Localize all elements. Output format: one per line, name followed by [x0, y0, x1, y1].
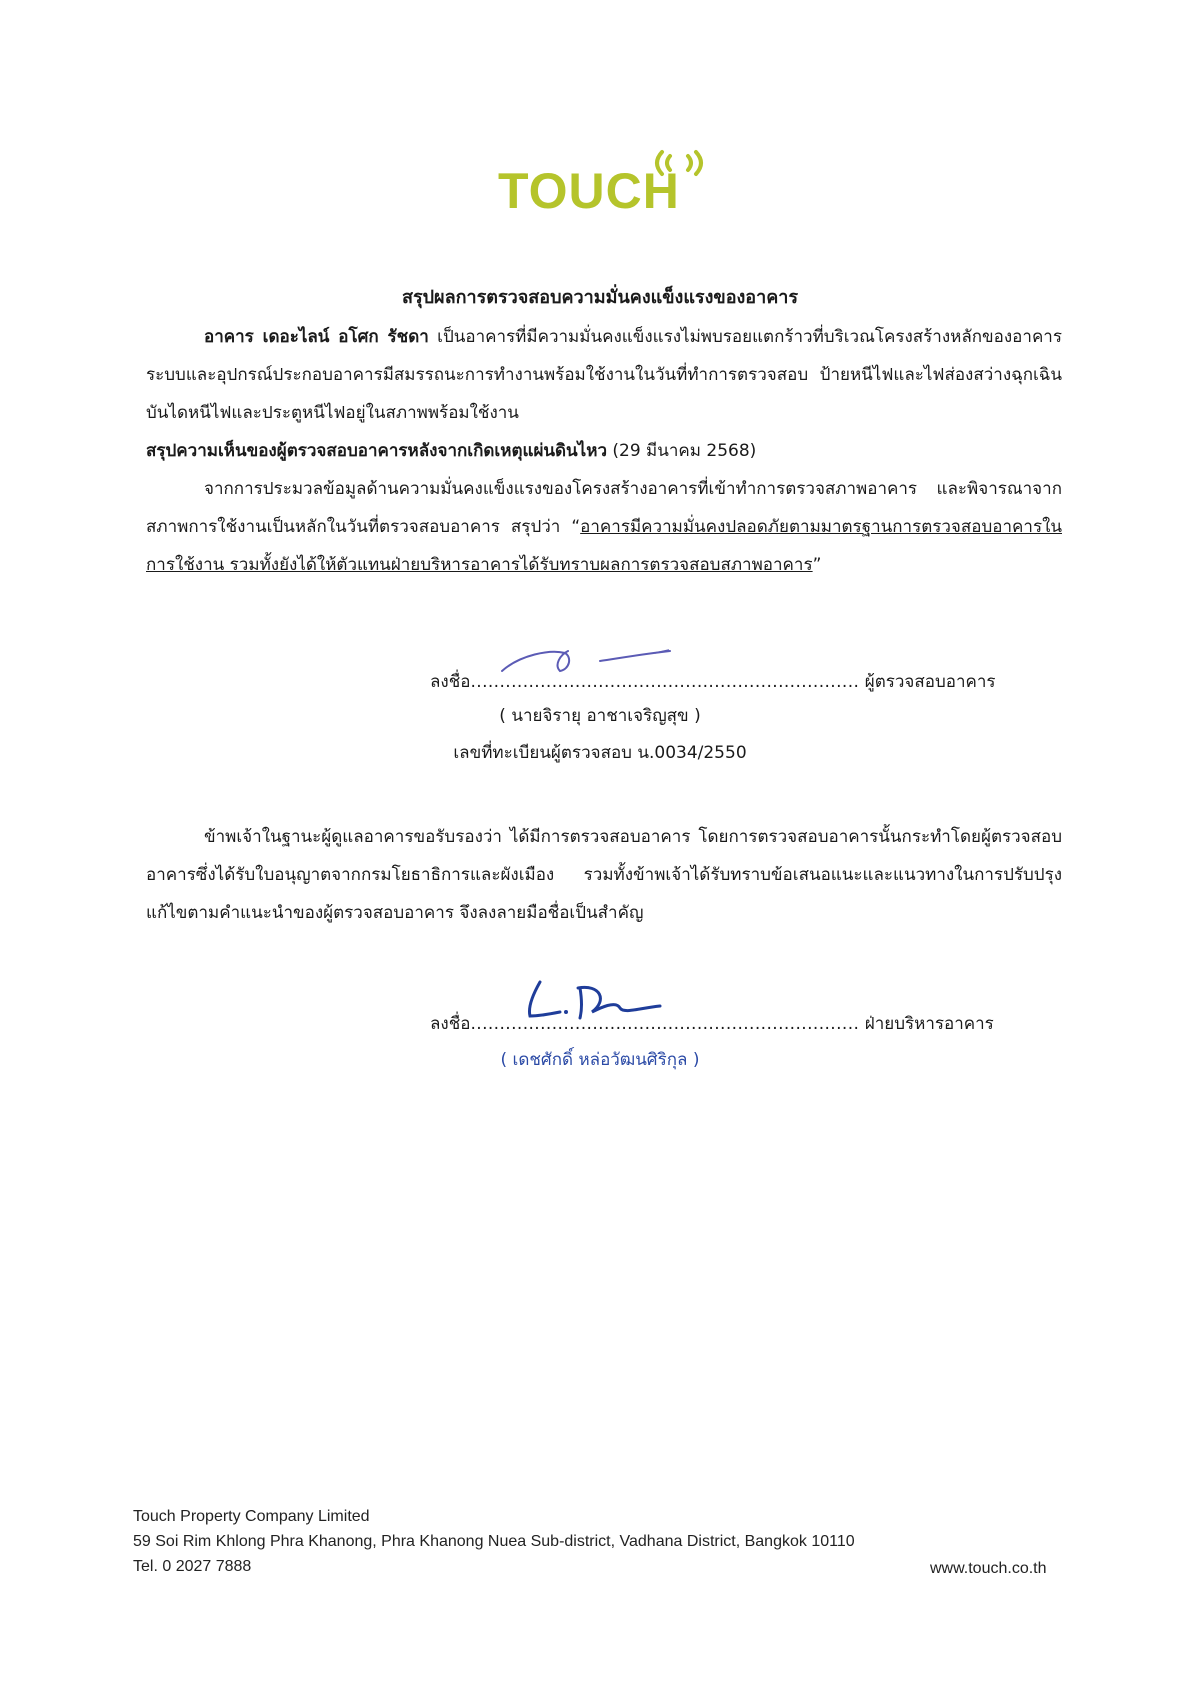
opinion-text: จากการประมวลข้อมูลด้านความมั่นคงแข็งแรงของโครงสร้างอาคารที่เข้าทำการตรวจสภาพอาคาร และพิจารณาจากสภาพการใช้งานเป็นหลักในวันที่ตรวจสอบอาคาร สรุปว่า [146, 479, 1062, 537]
inspector-opinion-paragraph [146, 470, 1062, 584]
sign-dots: ................................................................... [470, 672, 860, 692]
touch-logo [490, 140, 730, 220]
manager-certification-paragraph: ข้าพเจ้าในฐานะผู้ดูแลอาคารขอรับรองว่า ได้มีการตรวจสอบอาคาร โดยการตรวจสอบอาคารนั้นกระทำโดยผู้ตรวจสอบอาคารซึ่งได้รับใบอนุญาตจากกรมโยธาธิการและผังเมือง รวมทั้งข้าพเจ้าได้รับทราบข้อเสนอแนะและแนวทางในการปรับปรุงแก้ไขตามคำแนะนำของผู้ตรวจสอบอาคาร จึงลงลายมือชื่อเป็นสำคัญ [146, 827, 1062, 923]
quote-close: ” [812, 555, 822, 575]
manager-signature [520, 978, 670, 1026]
building-name: อาคาร เดอะไลน์ อโศก รัชดา [204, 327, 429, 347]
heading-date: (29 มีนาคม 2568) [606, 441, 757, 461]
building-summary-paragraph [146, 318, 1062, 432]
logo-text: TOUCH [498, 163, 680, 219]
summary-text: เป็นอาคารที่มีความมั่นคงแข็งแรงไม่พบรอยแตกร้าวที่บริเวณโครงสร้างหลักของอาคาร ระบบและอุปกรณ์ประกอบอาคารมีสมรรถนะการทำงานพร้อมใช้งานในวันที่ทำการตรวจสอบ ป้ายหนีไฟและไฟส่องสว่างฉุกเฉิน บันไดหนีไฟและประตูหนีไฟอยู่ในสภาพพร้อมใช้งาน [146, 327, 1062, 423]
inspector-role: ผู้ตรวจสอบอาคาร [864, 672, 996, 692]
inspector-name: ( นายจิรายุ อาชาเจริญสุข ) [499, 706, 701, 726]
manager-signature-line [430, 1012, 994, 1036]
heading-text: สรุปความเห็นของผู้ตรวจสอบอาคารหลังจากเกิดเหตุแผ่นดินไหว [146, 441, 607, 461]
footer-website[interactable]: www.touch.co.th [930, 1560, 1047, 1577]
footer-tel: Tel. 0 2027 7888 [133, 1558, 252, 1575]
inspector-license: เลขที่ทะเบียนผู้ตรวจสอบ น.0034/2550 [453, 743, 747, 763]
manager-name: ( เดชศักดิ์ หล่อวัฒนศิริกุล ) [500, 1050, 700, 1070]
opinion-conclusion: อาคารมีความมั่นคงปลอดภัยตามมาตรฐานการตรวจสอบอาคารในการใช้งาน รวมทั้งยังได้ให้ตัวแทนฝ่ายบริหารอาคารได้รับทราบผลการตรวจสอบสภาพอาคาร [146, 517, 1062, 575]
sign-label: ลงชื่อ [430, 1014, 471, 1034]
footer-address: 59 Soi Rim Khlong Phra Khanong, Phra Khanong Nuea Sub-district, Vadhana District, Bangkok 10110 [133, 1533, 855, 1550]
footer-company: Touch Property Company Limited [133, 1508, 370, 1525]
sign-dots: ................................................................... [470, 1014, 860, 1034]
inspector-signature [500, 645, 700, 690]
quote-open: “ [571, 517, 581, 537]
document-title: สรุปผลการตรวจสอบความมั่นคงแข็งแรงของอาคาร [401, 287, 799, 308]
sign-label: ลงชื่อ [430, 672, 471, 692]
manager-role: ฝ่ายบริหารอาคาร [864, 1014, 994, 1034]
inspector-opinion-heading [146, 432, 756, 470]
